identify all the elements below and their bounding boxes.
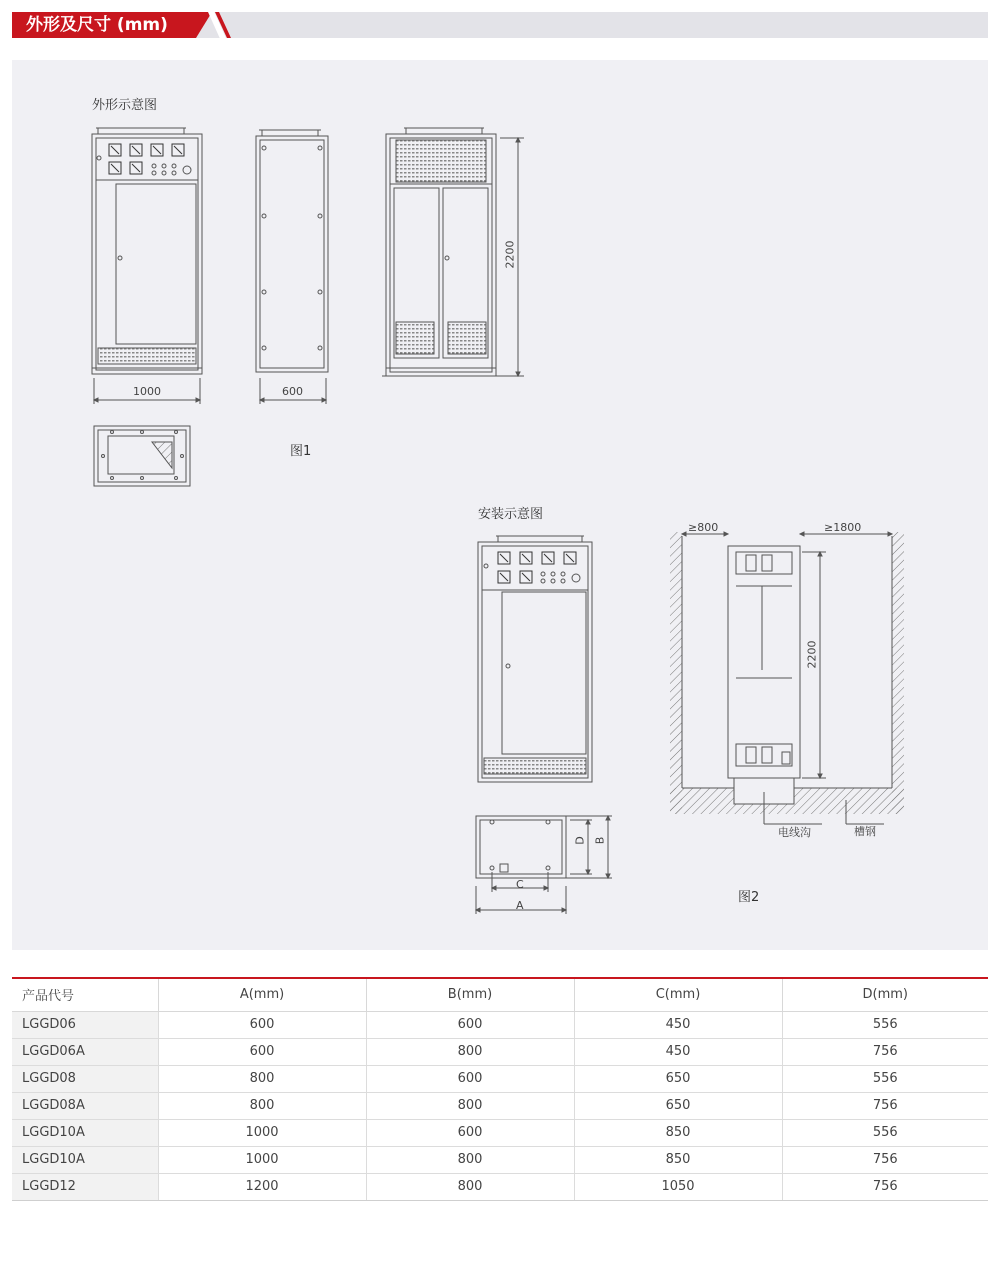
cell-b: 600 xyxy=(366,1065,574,1092)
cell-a: 600 xyxy=(158,1011,366,1038)
header-d: D(mm) xyxy=(782,978,988,1011)
cell-a: 800 xyxy=(158,1092,366,1119)
cell-b: 800 xyxy=(366,1146,574,1173)
table-row xyxy=(12,1119,988,1146)
cell-b: 800 xyxy=(366,1173,574,1200)
cable-trench-label: 电线沟 xyxy=(778,826,811,839)
fig1-height-label: 2200 xyxy=(503,240,517,269)
cell-b: 600 xyxy=(366,1011,574,1038)
cell-c: 1050 xyxy=(574,1173,782,1200)
outline-title: 外形示意图 xyxy=(92,98,158,113)
install-top-view xyxy=(476,816,612,914)
channel-steel-label: 槽钢 xyxy=(854,825,876,838)
front-view-cabinet xyxy=(92,128,202,404)
spec-table xyxy=(12,977,988,1201)
cell-b: 800 xyxy=(366,1092,574,1119)
section-title: 外形及尺寸 (mm) xyxy=(26,15,168,35)
cell-a: 800 xyxy=(158,1065,366,1092)
cell-c: 450 xyxy=(574,1038,782,1065)
product-code: LGGD08A xyxy=(12,1092,158,1119)
header-b: B(mm) xyxy=(366,978,574,1011)
spec-table-container xyxy=(12,977,988,1201)
table-row xyxy=(12,1065,988,1092)
side-view-cabinet xyxy=(256,130,328,404)
rear-clearance-label: ≥1800 xyxy=(824,521,862,534)
install-front-cabinet xyxy=(478,536,592,782)
cell-a: 1000 xyxy=(158,1119,366,1146)
table-row xyxy=(12,1146,988,1173)
cell-d: 756 xyxy=(782,1173,988,1200)
top-view-cabinet xyxy=(94,426,190,486)
table-header-row xyxy=(12,978,988,1011)
product-code: LGGD08 xyxy=(12,1065,158,1092)
dim-a-label: A xyxy=(516,899,524,912)
cell-d: 556 xyxy=(782,1065,988,1092)
header-a: A(mm) xyxy=(158,978,366,1011)
fig2-caption: 图2 xyxy=(738,890,760,905)
cell-c: 650 xyxy=(574,1065,782,1092)
cell-a: 1200 xyxy=(158,1173,366,1200)
dimension-drawing xyxy=(12,60,988,950)
table-row xyxy=(12,1011,988,1038)
front-width-label: 1000 xyxy=(133,385,161,398)
product-code: LGGD10A xyxy=(12,1146,158,1173)
cell-d: 756 xyxy=(782,1092,988,1119)
front-clearance-label: ≥800 xyxy=(688,521,719,534)
dim-b-label: B xyxy=(593,836,607,845)
product-code: LGGD06 xyxy=(12,1011,158,1038)
fig1-caption: 图1 xyxy=(290,444,312,459)
product-code: LGGD12 xyxy=(12,1173,158,1200)
cell-d: 556 xyxy=(782,1011,988,1038)
dim-c-label: C xyxy=(516,878,524,891)
header-product-code: 产品代号 xyxy=(12,978,158,1011)
table-row xyxy=(12,1092,988,1119)
product-code: LGGD10A xyxy=(12,1119,158,1146)
table-row xyxy=(12,1038,988,1065)
cell-c: 650 xyxy=(574,1092,782,1119)
fig2-height-label: 2200 xyxy=(805,640,819,669)
cell-c: 450 xyxy=(574,1011,782,1038)
cell-d: 556 xyxy=(782,1119,988,1146)
cell-a: 1000 xyxy=(158,1146,366,1173)
room-section xyxy=(670,532,904,824)
cell-c: 850 xyxy=(574,1119,782,1146)
product-code: LGGD06A xyxy=(12,1038,158,1065)
cell-b: 600 xyxy=(366,1119,574,1146)
side-width-label: 600 xyxy=(282,385,303,398)
cell-d: 756 xyxy=(782,1038,988,1065)
cell-d: 756 xyxy=(782,1146,988,1173)
table-row xyxy=(12,1173,988,1200)
cell-c: 850 xyxy=(574,1146,782,1173)
install-title: 安装示意图 xyxy=(478,507,544,522)
section-header xyxy=(12,12,988,38)
dim-d-label: D xyxy=(573,836,587,845)
cell-b: 800 xyxy=(366,1038,574,1065)
cell-a: 600 xyxy=(158,1038,366,1065)
header-c: C(mm) xyxy=(574,978,782,1011)
